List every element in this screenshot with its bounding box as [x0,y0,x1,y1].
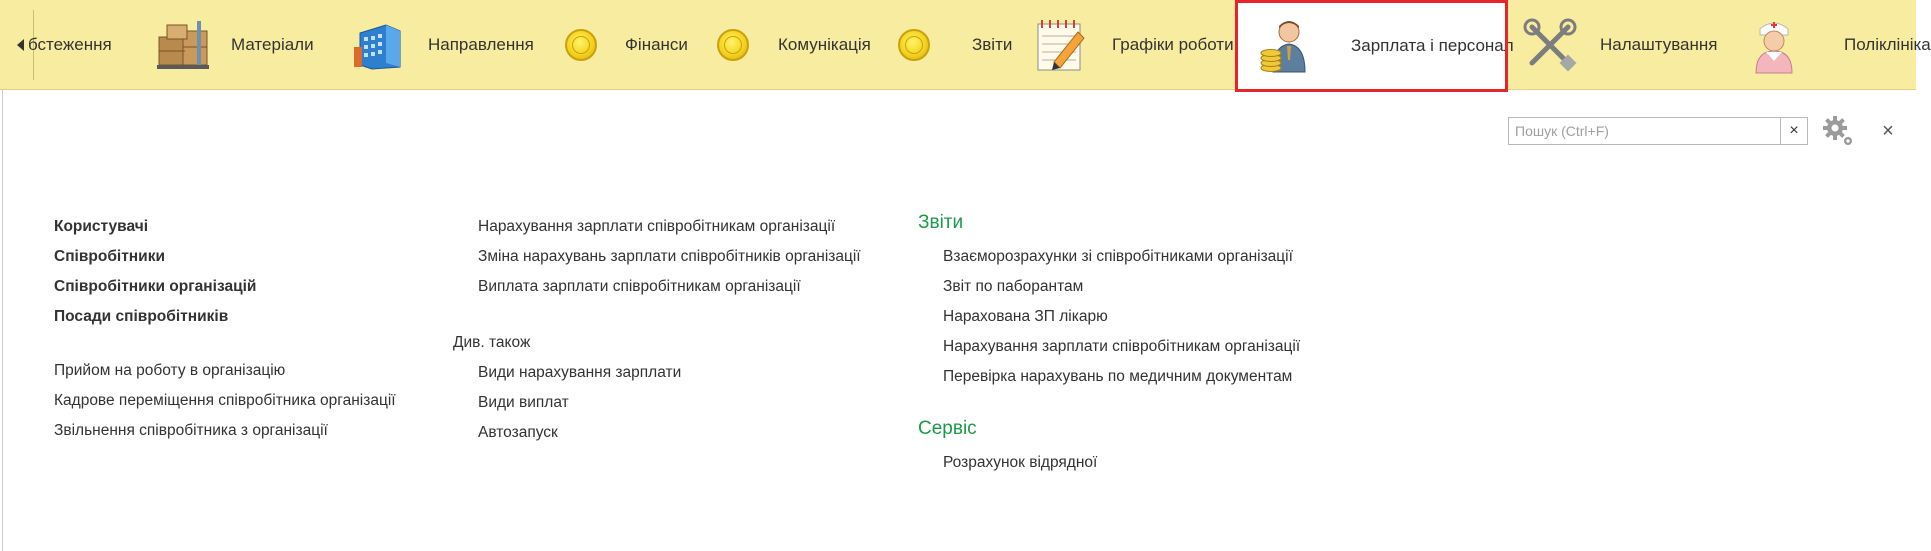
section-work-schedules[interactable] [1030,0,1234,89]
search-input[interactable] [1509,118,1780,144]
coin-icon [551,15,611,75]
section-salary-and-staff[interactable] [1235,0,1514,92]
link-report-settlements[interactable]: Взаєморозрахунки зі співробітниками організації [943,248,1293,265]
section-label: Зарплата і персонал [1351,36,1514,55]
section-referrals[interactable] [348,0,534,89]
link-accrual-change[interactable]: Зміна нарахувань зарплати співробітників організації [478,248,861,265]
section-label: Направлення [428,34,534,54]
section-materials[interactable] [153,0,314,89]
sections-panel [0,0,1931,90]
arrow-left-icon [17,39,24,51]
link-staff-transfer[interactable]: Кадрове переміщення співробітника організації [54,392,396,409]
section-settings[interactable] [1520,0,1718,89]
link-report-lab-assistants[interactable]: Звіт по паборантам [943,278,1084,295]
section-label: бстеження [28,34,112,54]
link-hiring[interactable]: Прийом на роботу в організацію [54,362,286,379]
link-autostart[interactable]: Автозапуск [478,424,558,441]
coin-icon [703,15,763,75]
section-label: Комунікація [778,34,871,54]
link-organization-employees[interactable]: Співробітники організацій [54,278,257,295]
link-salary-accrual[interactable]: Нарахування зарплати співробітникам організації [478,218,836,235]
section-label: Фінанси [625,34,688,54]
person-coins-icon [1257,16,1317,76]
see-also-title: Див. також [453,334,531,351]
link-report-salary-accrual[interactable]: Нарахування зарплати співробітникам організації [943,338,1301,355]
close-button[interactable]: × [1882,119,1894,142]
link-dismissal[interactable]: Звільнення співробітника з організації [54,422,328,439]
settings-gear-button[interactable] [1822,115,1856,149]
reports-service-column [918,208,1300,478]
coin-icon [884,15,944,75]
link-users[interactable]: Користувачі [54,218,149,235]
link-employees[interactable]: Співробітники [54,248,165,265]
link-report-medical-check[interactable]: Перевірка нарахувань по медичним документам [943,368,1293,385]
reports-title: Звіти [918,212,964,233]
gear-icon [1822,115,1856,149]
section-label: Графіки роботи [1112,34,1234,54]
link-employee-positions[interactable]: Посади співробітників [54,308,229,325]
link-report-doctor-salary[interactable]: Нарахована ЗП лікарю [943,308,1108,325]
section-communication[interactable] [703,0,871,89]
link-piecework-calculation[interactable]: Розрахунок відрядної [943,454,1098,471]
building-icon [348,15,408,75]
boxes-icon [153,15,213,75]
notepad-pencil-icon [1030,15,1090,75]
tools-icon [1520,15,1580,75]
section-examination[interactable] [28,0,138,89]
search-box [1508,117,1808,145]
section-label: Поліклініка [1844,34,1931,54]
section-label: Налаштування [1600,34,1718,54]
link-payment-types[interactable]: Види виплат [478,394,569,411]
section-reports[interactable] [884,0,1012,89]
documents-column [453,212,861,448]
clear-search-button[interactable]: × [1780,118,1807,144]
link-accrual-types[interactable]: Види нарахування зарплати [478,364,682,381]
section-finance[interactable] [551,0,688,89]
link-salary-payment[interactable]: Виплата зарплати співробітникам організації [478,278,801,295]
main-commands-column [54,212,396,446]
section-label: Матеріали [231,34,314,54]
nurse-icon [1744,15,1804,75]
service-title: Сервіс [918,418,977,439]
section-label: Звіти [972,34,1013,54]
section-polyclinic[interactable] [1744,0,1931,89]
